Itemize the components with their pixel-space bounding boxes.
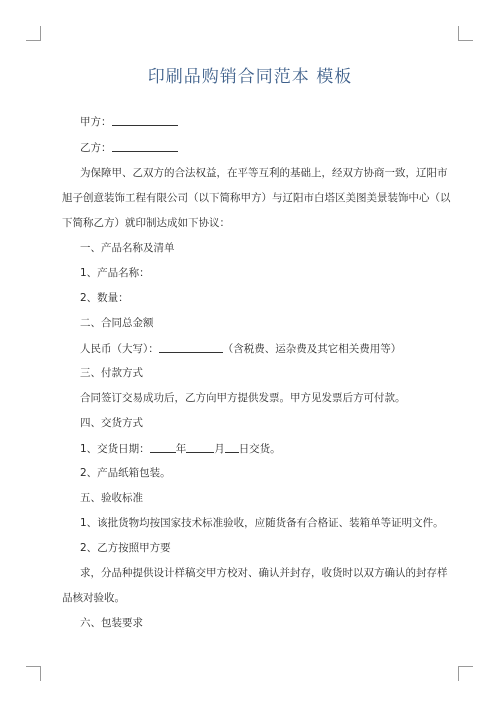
section-4-item-2: 2、产品纸箱包装。: [80, 467, 171, 479]
party-b-line: [80, 140, 440, 155]
day-label: 日交货。: [238, 443, 281, 455]
party-a-line: [80, 114, 440, 129]
party-a-blank: [112, 114, 178, 126]
intro-line-2: 旭子创意装饰工程有限公司（以下简称甲方）与辽阳市白塔区美图美景装饰中心（以: [62, 192, 451, 204]
crop-mark-top-left: [26, 26, 41, 41]
crop-mark-bottom-left: [26, 666, 41, 681]
rmb-label: 人民币（大写）：: [80, 343, 159, 355]
month-label: 月: [214, 443, 225, 455]
section-1-heading: 一、产品名称及清单: [80, 242, 175, 254]
year-label: 年: [175, 443, 187, 455]
rmb-blank: [159, 341, 223, 353]
section-2-heading: 二、合同总金额: [80, 317, 154, 329]
section-6-heading: 六、包装要求: [80, 617, 143, 629]
section-4-heading: 四、交货方式: [80, 417, 143, 429]
party-a-label: 甲方：: [80, 116, 112, 128]
section-3-heading: 三、付款方式: [80, 367, 143, 379]
party-b-label: 乙方：: [80, 142, 112, 154]
section-2-rmb-line: [80, 341, 440, 356]
section-1-item-1: 1、产品名称：: [80, 267, 150, 279]
section-1-item-2: 2、数量：: [80, 292, 129, 304]
crop-mark-top-right: [458, 26, 473, 41]
section-4-item-1: [80, 441, 440, 456]
section-5-text-line-2: 品核对验收。: [62, 592, 125, 604]
year-blank: [150, 441, 176, 453]
section-5-item-2: 2、乙方按照甲方要: [80, 542, 171, 554]
party-b-blank: [112, 140, 178, 152]
day-blank: [225, 441, 239, 453]
month-blank: [186, 441, 214, 453]
document-title: 印刷品购销合同范本 模板: [147, 67, 353, 87]
rmb-note: （含税费、运杂费及其它相关费用等）: [222, 343, 402, 355]
intro-line-1: 为保障甲、乙双方的合法权益，在平等互利的基础上，经双方协商一致，辽阳市: [80, 167, 448, 179]
section-3-text: 合同签订交易成功后，乙方向甲方提供发票。甲方见发票后方可付款。: [80, 392, 406, 404]
crop-mark-bottom-right: [458, 666, 473, 681]
section-5-text-line-1: 求，分品种提供设计样稿交甲方校对、确认并封存，收货时以双方确认的封存样: [80, 567, 448, 579]
section-5-item-1: 1、该批货物均按国家技术标准验收，应随货备有合格证、装箱单等证明文件。: [80, 517, 444, 529]
delivery-date-label: 1、交货日期：: [80, 443, 150, 455]
section-5-heading: 五、验收标准: [80, 492, 143, 504]
intro-line-3: 下简称乙方）就印制达成如下协议：: [62, 217, 230, 229]
